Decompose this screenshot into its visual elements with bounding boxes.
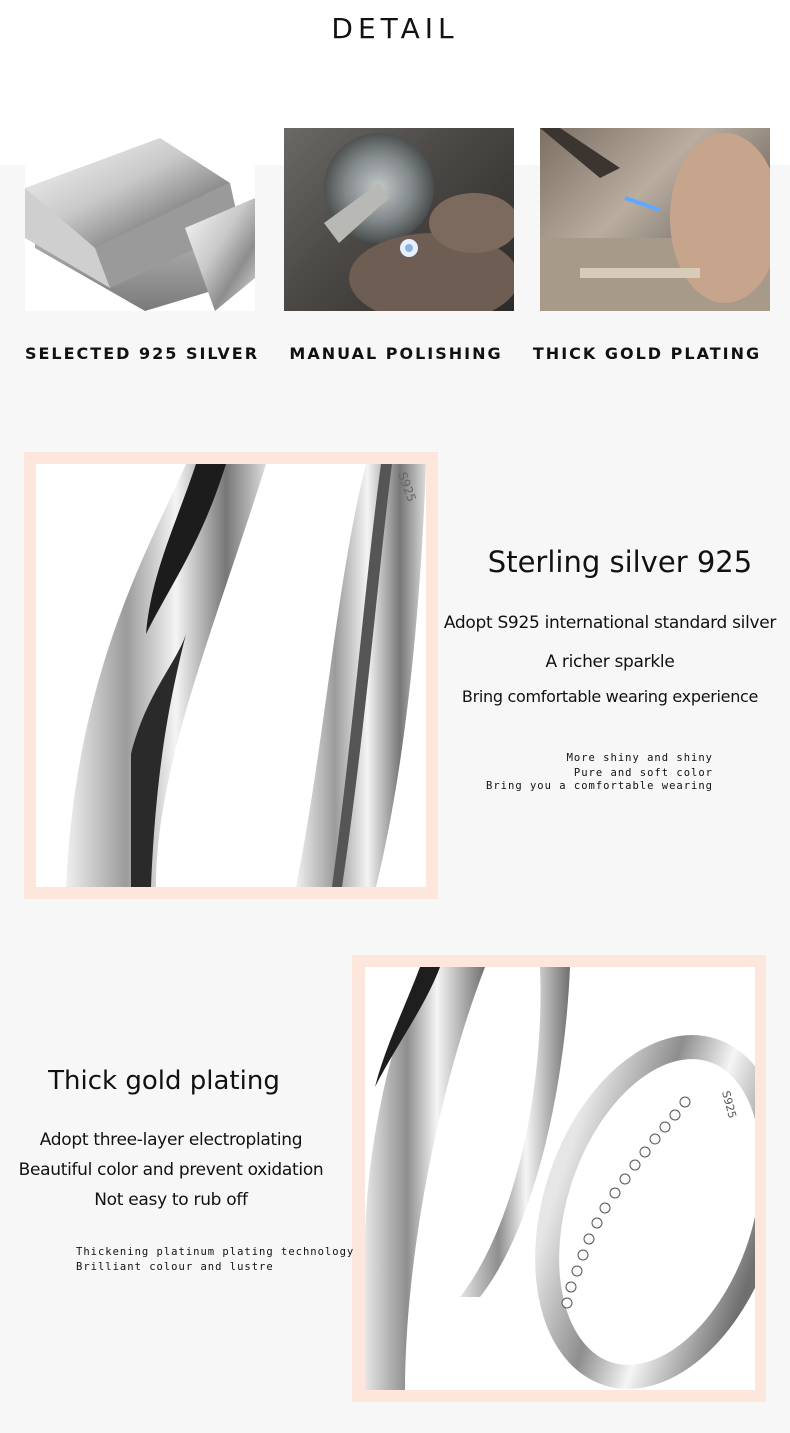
plating-illustration	[540, 128, 770, 311]
ring-closeup-image	[36, 464, 426, 887]
ring-pair-image	[365, 967, 755, 1390]
ring-stamp: S925	[395, 470, 419, 504]
silver-line-2: A richer sparkle	[545, 652, 675, 672]
feature-caption-silver: SELECTED 925 SILVER	[24, 344, 260, 363]
silver-line-1: Adopt S925 international standard silver	[443, 613, 777, 633]
feature-caption-plating: THICK GOLD PLATING	[532, 344, 762, 363]
plating-line-1: Adopt three-layer electroplating	[39, 1130, 303, 1150]
feature-caption-polishing: MANUAL POLISHING	[289, 344, 503, 363]
silver-bars-illustration	[25, 128, 255, 311]
polishing-image	[284, 128, 514, 311]
ring-stamp-2: S925	[719, 1089, 739, 1120]
plating-small-line-1: Thickening platinum plating technology	[76, 1246, 355, 1258]
plating-line-2: Beautiful color and prevent oxidation	[18, 1160, 324, 1180]
silver-bar-image	[25, 128, 255, 311]
plating-heading: Thick gold plating	[48, 1066, 280, 1096]
page-title: DETAIL	[331, 12, 459, 45]
silver-line-3: Bring comfortable wearing experience	[461, 687, 759, 706]
plating-small-line-2: Brilliant colour and lustre	[76, 1261, 274, 1273]
ring-pair-illustration	[365, 967, 755, 1390]
plating-line-3: Not easy to rub off	[94, 1190, 248, 1210]
silver-small-line-1: More shiny and shiny	[566, 752, 713, 764]
silver-small-line-3: Bring you a comfortable wearing	[486, 780, 713, 792]
silver-heading: Sterling silver 925	[487, 545, 753, 579]
polishing-illustration	[284, 128, 514, 311]
ring-closeup-illustration	[36, 464, 426, 887]
plating-image	[540, 128, 770, 311]
silver-small-line-2: Pure and soft color	[573, 767, 713, 779]
